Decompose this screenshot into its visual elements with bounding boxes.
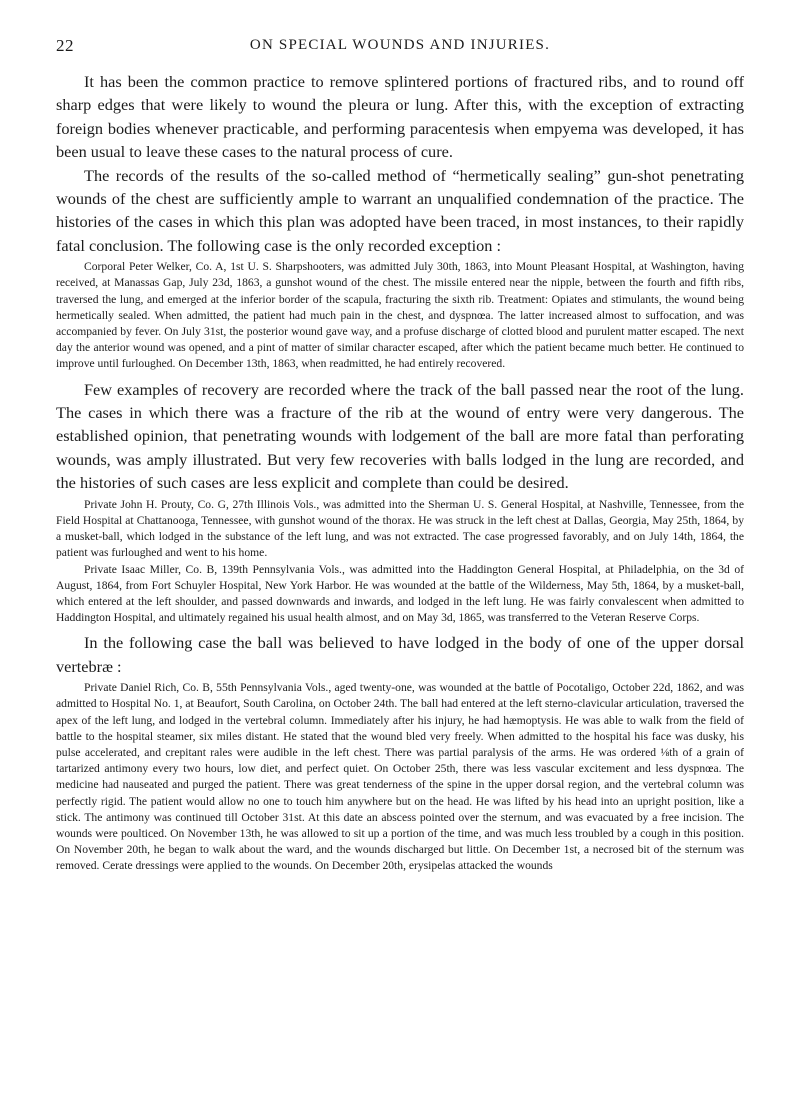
page-header [56,36,744,56]
page-number: 22 [56,36,74,55]
paragraph-fractured-ribs: It has been the common practice to remove splintered portions of fractured ribs, and to round off sharp edges that were likely to wound the pleura or lung. After this, with the exception of extracting foreign bodies whenever practicable, and performing paracentesis when empyema was developed, it has been usual to leave these cases to the natural process of cure. [56,72,744,162]
case-report-rich: Private Daniel Rich, Co. B, 55th Pennsylvania Vols., aged twenty-one, was wounded at the battle of Pocotaligo, October 22d, 1862, and was admitted to Hospital No. 1, at Beaufort, South Carolina, on October 24th. The ball had entered at the left sterno-clavicular articulation, traversed the apex of the left lung, and lodged in the vertebral column. Immediately after his injury, he had hæmoptysis. He was able to walk from the field of battle to the hospital steamer, six miles distant. He stated that the wound bled very freely. When admitted to the hospital his face was dusky, his pulse accelerated, and crepitant rales were audible in the left chest. There was partial paralysis of the arms. He was ordered ⅛th of a grain of tartarized antimony every two hours, low diet, and perfect quiet. On October 25th, there was less vascular excitement and less dyspnœa. The medicine had nauseated and purged the patient. There was great tenderness of the spine in the upper dorsal region, and the vertebral column was perfectly rigid. The patient would allow no one to touch him anywhere but on the head. He was lifted by his head into an upright position, like a stick. The antimony was continued till October 31st. At this date an abscess pointed over the sternum, and was evacuated by a free incision. The wounds were poulticed. On November 13th, he was allowed to sit up a portion of the time, and was much less troubled by a cough in this position. On November 20th, he began to walk about the ward, and the wounds discharged but little. On December 1st, a necrosed bit of the sternum was removed. Cerate dressings were applied to the wounds. On December 20th, erysipelas attacked the wounds [56,681,744,873]
case-report-prouty: Private John H. Prouty, Co. G, 27th Illinois Vols., was admitted into the Sherman U. S. General Hospital, at Nashville, Tennessee, from the Field Hospital at Chattanooga, Tennessee, with gunshot wound of the thorax. He was struck in the left chest at Dallas, Georgia, May 25th, 1864, by a musket-ball, which lodged in the substance of the left lung, and was not extracted. The case progressed favorably, and on July 14th, 1864, the patient was furloughed and went to his home. [56,497,744,560]
paragraph-lodged-balls: Few examples of recovery are recorded where the track of the ball passed near the root of the lung. The cases in which there was a fracture of the rib at the wound of entry were very dangerous. The established opinion, that penetrating wounds with lodgement of the ball are more fatal than perforating wounds, was amply illustrated. But very few recoveries with balls lodged in the lung are recorded, and the histories of such cases are less explicit and complete than could be desired. [56,379,744,493]
paragraph-dorsal-vertebrae: In the following case the ball was believed to have lodged in the body of one of the upper dorsal vertebræ : [56,633,744,676]
paragraph-hermetic-sealing: The records of the results of the so-called method of “hermetically sealing” gun-shot penetrating wounds of the chest are sufficiently ample to warrant an unqualified condemnation of the practice. The histories of the cases in which this plan was adopted have been traced, in most instances, to their rapidly fatal conclusion. The following case is the only recorded exception : [56,165,744,255]
case-report-welker: Corporal Peter Welker, Co. A, 1st U. S. Sharpshooters, was admitted July 30th, 1863, into Mount Pleasant Hospital, at Washington, having received, at Manassas Gap, July 23d, 1863, a gunshot wound of the chest. The missile entered near the nipple, between the fourth and fifth ribs, traversed the lung, and emerged at the inferior border of the scapula, fracturing the sixth rib. Treatment: Opiates and stimulants, the wound being hermetically sealed. When admitted, the patient had much pain in the chest, and dyspnœa. The latter increased almost to suffocation, and was accompanied by fever. On July 31st, the posterior wound gave way, and a profuse discharge of clotted blood and purulent matter escaped. The next day the anterior wound was opened, and a pint of matter of similar character escaped, after which the patient became much better. He continued to improve until furloughed. On December 13th, 1863, when readmitted, he had entirely recovered. [56,260,744,371]
case-report-miller: Private Isaac Miller, Co. B, 139th Pennsylvania Vols., was admitted into the Haddington General Hospital, at Philadelphia, on the 3d of August, 1864, from Fort Schuyler Hospital, New York Harbor. He was wounded at the battle of the Wilderness, May 5th, 1864, by a musket-ball, which entered at the left shoulder, and passed downwards and inwards, and lodged in the left lung. He was fairly convalescent when admitted to Haddington Hospital, and ultimately regained his usual health almost, and on May 3d, 1865, was transferred to the Veteran Reserve Corps. [56,562,744,625]
page-body [56,70,744,875]
running-title: ON SPECIAL WOUNDS AND INJURIES. [249,37,551,53]
